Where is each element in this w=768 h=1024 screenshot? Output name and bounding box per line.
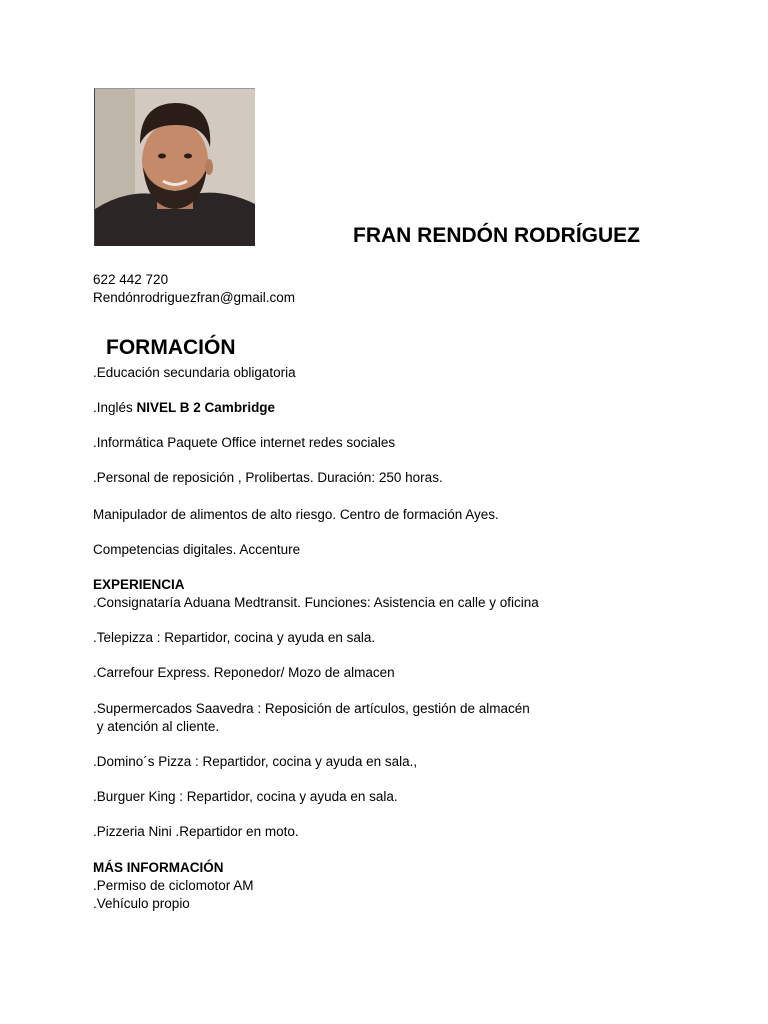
experiencia-item: .Carrefour Express. Reponedor/ Mozo de almacen [93,665,395,680]
candidate-name: FRAN RENDÓN RODRÍGUEZ [353,224,640,247]
contact-block [93,271,295,306]
experiencia-item: .Consignataría Aduana Medtransit. Funciones: Asistencia en calle y oficina [93,595,539,610]
experiencia-item: .Burguer King : Repartidor, cocina y ayuda en sala. [93,789,398,804]
mas-info-item: .Permiso de ciclomotor AM [93,878,254,893]
experiencia-item-continuation: y atención al cliente. [93,719,220,734]
mas-info-item: .Vehículo propio [93,896,190,911]
formacion-item: .Informática Paquete Office internet redes sociales [93,435,396,450]
ingles-prefix: .Inglés [93,400,137,415]
profile-photo [94,88,255,246]
experiencia-item: .Domino´s Pizza : Repartidor, cocina y ayuda en sala., [93,754,418,769]
experiencia-item: .Supermercados Saavedra : Reposición de artículos, gestión de almacén [93,701,530,716]
experiencia-item: .Pizzeria Nini .Repartidor en moto. [93,824,299,839]
experiencia-item: .Telepizza : Repartidor, cocina y ayuda en sala. [93,630,376,645]
ingles-level: NIVEL B 2 Cambridge [136,400,276,415]
phone-number: 622 442 720 [93,272,169,287]
section-title-formacion: FORMACIÓN [106,336,236,359]
formacion-item: Manipulador de alimentos de alto riesgo. Centro de formación Ayes. [93,507,499,522]
formacion-item: Competencias digitales. Accenture [93,542,301,557]
formacion-item-ingles [93,399,275,416]
section-title-mas-info: MÁS INFORMACIÓN [93,860,224,875]
formacion-item: .Personal de reposición , Prolibertas. Duración: 250 horas. [93,470,443,485]
email-address: Rendónrodriguezfran@gmail.com [93,289,296,305]
section-title-experiencia: EXPERIENCIA [93,577,185,592]
formacion-item: .Educación secundaria obligatoria [93,365,296,380]
